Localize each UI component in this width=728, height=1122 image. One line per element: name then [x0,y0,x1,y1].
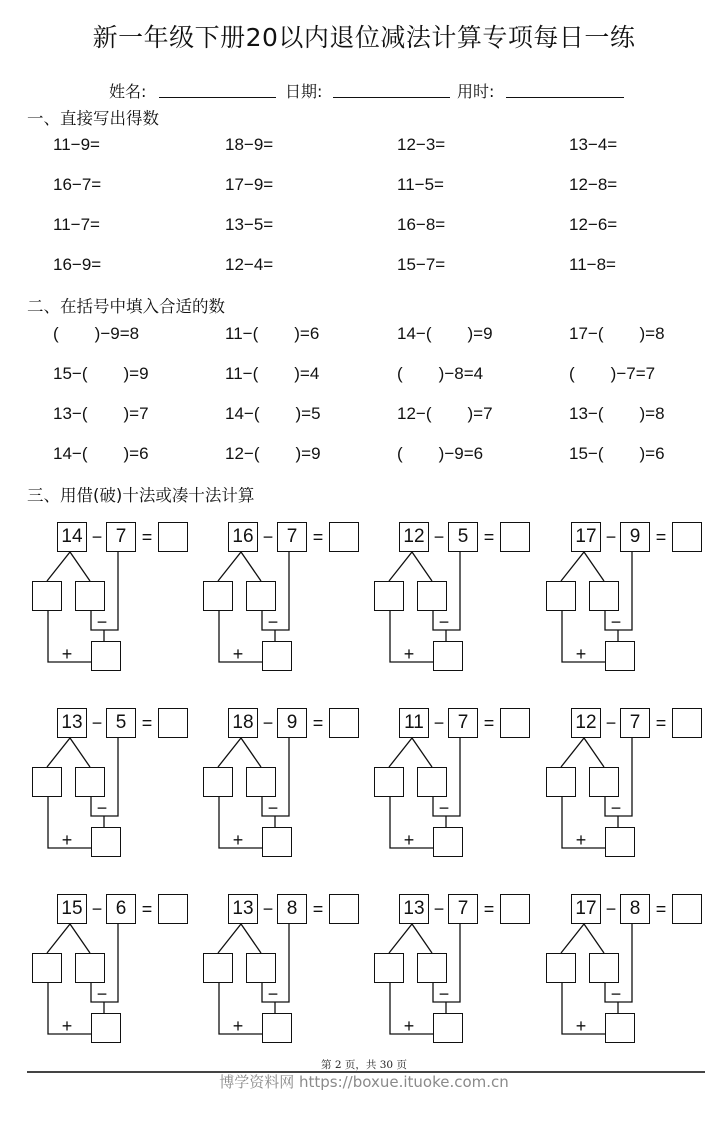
equals-sign: = [141,899,153,919]
answer-box[interactable] [500,894,530,924]
fill-blank-item [397,404,493,424]
minuend-box: 13 [57,708,87,738]
result-box[interactable] [433,827,463,857]
minuend-box: 17 [571,894,601,924]
fill-blank-item [397,364,483,384]
split-right-box[interactable] [417,581,447,611]
result-box[interactable] [433,1013,463,1043]
minus-sign: − [267,984,279,1004]
plus-sign: + [403,1016,415,1036]
answer-box[interactable] [672,522,702,552]
problem-item: 11−9= [53,135,100,154]
equals-sign: = [483,899,495,919]
minus-sign: − [438,612,450,632]
equals-sign: = [312,899,324,919]
expr-left: 17−( [569,324,604,343]
decompose-diagram [57,522,197,677]
problem-item: 12−8= [569,175,618,194]
expr-right: )−7=7 [610,364,656,383]
result-box[interactable] [91,1013,121,1043]
split-right-box[interactable] [589,767,619,797]
expr-left: 14−( [225,404,260,423]
equals-sign: = [141,527,153,547]
expr-left: 13−( [569,404,604,423]
expr-right: )=9 [295,444,321,463]
plus-sign: + [575,644,587,664]
name-field[interactable] [159,97,276,98]
expr-left: ( [397,364,403,383]
plus-sign: + [61,644,73,664]
split-right-box[interactable] [589,581,619,611]
equals-sign: = [655,713,667,733]
minuend-box: 15 [57,894,87,924]
subtrahend-box: 5 [448,522,478,552]
date-label: 日期: [285,82,323,101]
subtrahend-box: 9 [620,522,650,552]
result-box[interactable] [91,641,121,671]
subtrahend-box: 7 [620,708,650,738]
expr-right: )=6 [639,444,665,463]
expr-right: )=6 [294,324,320,343]
subtrahend-box: 8 [277,894,307,924]
answer-box[interactable] [500,522,530,552]
expr-right: )=8 [639,404,665,423]
split-right-box[interactable] [75,581,105,611]
minus-sign: − [262,899,274,919]
problem-item: 13−5= [225,215,274,234]
minus-sign: − [96,984,108,1004]
plus-sign: + [61,830,73,850]
fill-blank-item [53,444,149,464]
split-right-box[interactable] [417,953,447,983]
plus-sign: + [232,644,244,664]
plus-sign: + [403,830,415,850]
subtrahend-box: 7 [106,522,136,552]
minuend-box: 13 [399,894,429,924]
problem-item: 17−9= [225,175,274,194]
decompose-diagram [399,894,539,1049]
minus-sign: − [433,713,445,733]
minus-sign: − [91,527,103,547]
result-box[interactable] [605,641,635,671]
split-right-box[interactable] [246,581,276,611]
fill-blank-item [225,324,319,344]
subtrahend-box: 7 [277,522,307,552]
minus-sign: − [438,798,450,818]
expr-right: )−9=8 [94,324,140,343]
result-box[interactable] [262,827,292,857]
plus-sign: + [232,1016,244,1036]
decompose-diagram [399,522,539,677]
answer-box[interactable] [672,894,702,924]
decompose-diagram [57,894,197,1049]
section3-heading: 三、用借(破)十法或凑十法计算 [27,486,255,505]
page-title: 新一年级下册20以内退位减法计算专项每日一练 [92,23,636,52]
problem-item: 11−8= [569,255,616,274]
decompose-diagram [571,708,711,863]
expr-left: ( [569,364,575,383]
expr-right: )=9 [467,324,493,343]
section1-heading: 一、直接写出得数 [27,109,159,128]
expr-right: )=8 [639,324,665,343]
expr-right: )=7 [123,404,149,423]
subtrahend-box: 5 [106,708,136,738]
expr-left: 15−( [53,364,88,383]
minuend-box: 17 [571,522,601,552]
expr-right: )−8=4 [438,364,484,383]
equals-sign: = [655,527,667,547]
problem-item: 16−8= [397,215,446,234]
minus-sign: − [605,713,617,733]
expr-left: 13−( [53,404,88,423]
answer-box[interactable] [329,522,359,552]
split-left-box[interactable] [32,767,62,797]
minuend-box: 18 [228,708,258,738]
decompose-diagram [571,522,711,677]
subtrahend-box: 8 [620,894,650,924]
watermark: 博学资料网 https://boxue.ituoke.com.cn [219,1073,509,1091]
split-left-box[interactable] [203,953,233,983]
answer-box[interactable] [329,894,359,924]
expr-left: 11−( [225,364,259,383]
minus-sign: − [610,612,622,632]
expr-right: )=7 [467,404,493,423]
fill-blank-item [569,444,665,464]
minus-sign: − [267,612,279,632]
split-left-box[interactable] [32,581,62,611]
minus-sign: − [91,899,103,919]
answer-box[interactable] [158,522,188,552]
split-left-box[interactable] [546,953,576,983]
fill-blank-item [569,324,665,344]
problem-item: 18−9= [225,135,274,154]
minus-sign: − [91,713,103,733]
decompose-diagram [399,708,539,863]
name-label: 姓名: [109,82,147,101]
expr-right: )=5 [295,404,321,423]
decompose-diagram [571,894,711,1049]
equals-sign: = [312,527,324,547]
fill-blank-item [569,364,655,384]
problem-item: 12−3= [397,135,446,154]
fill-blank-item [53,324,139,344]
result-box[interactable] [262,1013,292,1043]
answer-box[interactable] [329,708,359,738]
answer-box[interactable] [158,894,188,924]
split-left-box[interactable] [546,767,576,797]
result-box[interactable] [605,1013,635,1043]
problem-item: 15−7= [397,255,446,274]
fill-blank-item [397,444,483,464]
decompose-diagram [228,522,368,677]
expr-left: 14−( [397,324,432,343]
subtrahend-box: 7 [448,894,478,924]
expr-right: )=9 [123,364,149,383]
subtrahend-box: 6 [106,894,136,924]
subtrahend-box: 7 [448,708,478,738]
answer-box[interactable] [158,708,188,738]
minus-sign: − [610,984,622,1004]
minus-sign: − [610,798,622,818]
expr-left: ( [53,324,59,343]
minus-sign: − [96,798,108,818]
split-left-box[interactable] [374,953,404,983]
equals-sign: = [312,713,324,733]
problem-item: 12−4= [225,255,274,274]
date-field[interactable] [333,97,450,98]
problem-item: 16−9= [53,255,102,274]
subtrahend-box: 9 [277,708,307,738]
plus-sign: + [61,1016,73,1036]
result-box[interactable] [605,827,635,857]
plus-sign: + [232,830,244,850]
fill-blank-item [397,324,493,344]
time-label: 用时: [457,82,495,101]
split-right-box[interactable] [589,953,619,983]
minus-sign: − [605,899,617,919]
fill-blank-item [569,404,665,424]
equals-sign: = [655,899,667,919]
section2-heading: 二、在括号中填入合适的数 [27,297,225,316]
fill-blank-item [53,364,149,384]
problem-item: 11−7= [53,215,100,234]
split-left-box[interactable] [203,581,233,611]
result-box[interactable] [433,641,463,671]
split-left-box[interactable] [374,767,404,797]
equals-sign: = [483,713,495,733]
minuend-box: 14 [57,522,87,552]
minuend-box: 12 [571,708,601,738]
minuend-box: 12 [399,522,429,552]
split-right-box[interactable] [246,767,276,797]
plus-sign: + [575,830,587,850]
answer-box[interactable] [500,708,530,738]
decompose-diagram [228,708,368,863]
split-left-box[interactable] [546,581,576,611]
expr-left: ( [397,444,403,463]
split-left-box[interactable] [203,767,233,797]
minuend-box: 16 [228,522,258,552]
equals-sign: = [141,713,153,733]
fill-blank-item [225,364,319,384]
expr-left: 11−( [225,324,259,343]
split-right-box[interactable] [246,953,276,983]
expr-right: )=6 [123,444,149,463]
page-number: 第 2 页，共 30 页 [321,1059,407,1071]
result-box[interactable] [91,827,121,857]
equals-sign: = [483,527,495,547]
time-field[interactable] [506,97,624,98]
problem-item: 13−4= [569,135,618,154]
expr-right: )=4 [294,364,320,383]
minuend-box: 13 [228,894,258,924]
minuend-box: 11 [399,708,429,738]
expr-left: 12−( [225,444,260,463]
problem-item: 16−7= [53,175,102,194]
expr-left: 15−( [569,444,604,463]
decompose-diagram [57,708,197,863]
minus-sign: − [433,899,445,919]
plus-sign: + [403,644,415,664]
split-left-box[interactable] [32,953,62,983]
minus-sign: − [605,527,617,547]
minus-sign: − [433,527,445,547]
minus-sign: − [438,984,450,1004]
split-right-box[interactable] [417,767,447,797]
decompose-diagram [228,894,368,1049]
fill-blank-item [225,404,321,424]
result-box[interactable] [262,641,292,671]
minus-sign: − [267,798,279,818]
problem-item: 12−6= [569,215,618,234]
expr-left: 14−( [53,444,88,463]
problem-item: 11−5= [397,175,444,194]
fill-blank-item [225,444,321,464]
plus-sign: + [575,1016,587,1036]
minus-sign: − [262,713,274,733]
split-left-box[interactable] [374,581,404,611]
minus-sign: − [96,612,108,632]
split-right-box[interactable] [75,953,105,983]
split-right-box[interactable] [75,767,105,797]
minus-sign: − [262,527,274,547]
fill-blank-item [53,404,149,424]
expr-left: 12−( [397,404,432,423]
answer-box[interactable] [672,708,702,738]
expr-right: )−9=6 [438,444,484,463]
